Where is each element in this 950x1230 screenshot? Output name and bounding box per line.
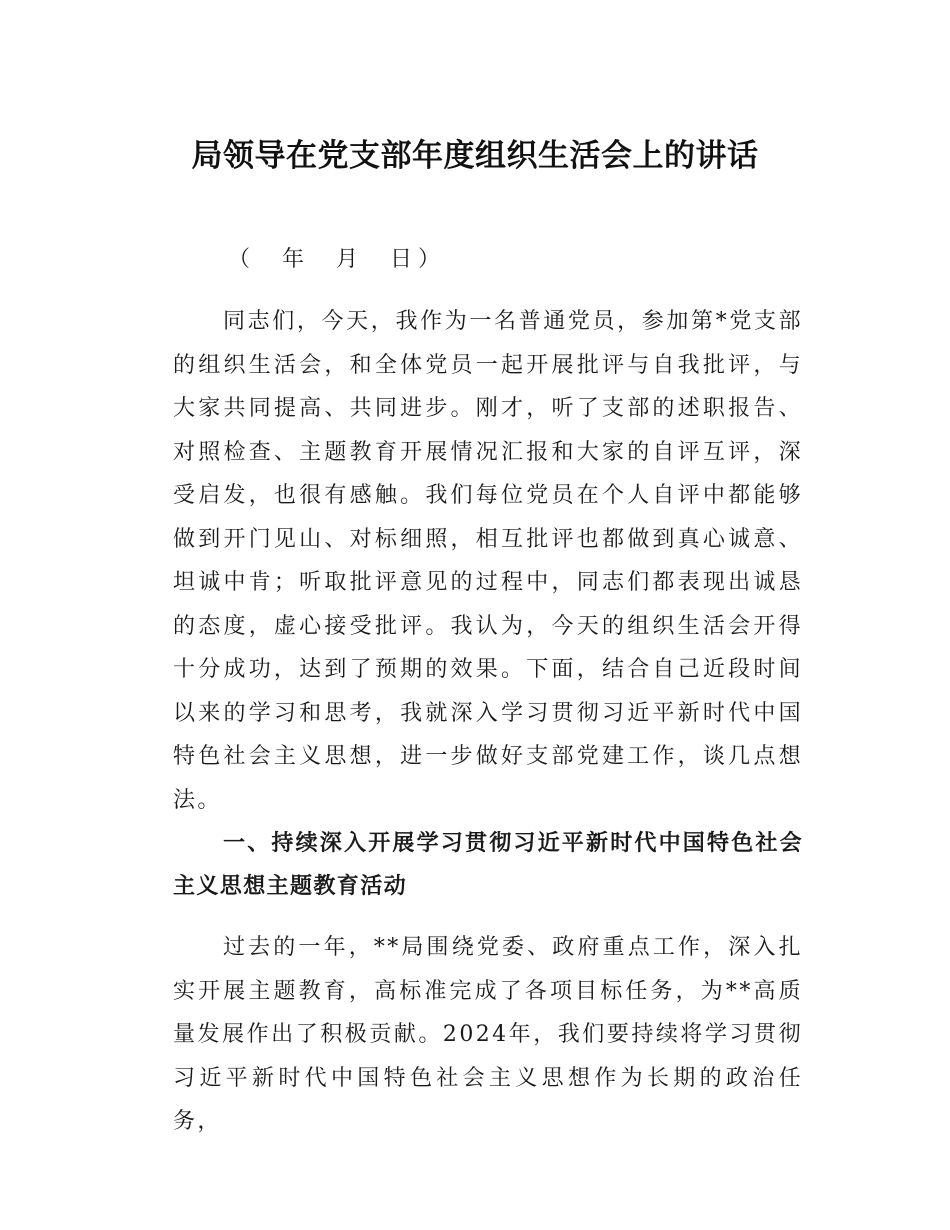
date-line: （ 年 月 日） bbox=[228, 247, 446, 272]
paragraph-intro: 同志们，今天，我作为一名普通党员，参加第*党支部的组织生活会，和全体党员一起开展批评与自我批评，与大家共同提高、共同进步。刚才，听了支部的述职报告、对照检查、主题教育开展情况汇报和大家的自评互评，深受启发，也很有感触。我们每位党员在个人自评中都能够做到开门见山、对标细照，相互批评也都做到真心诚意、坦诚中肯；听取批评意见的过程中，同志们都表现出诚恳的态度，虚心接受批评。我认为，今天的组织生活会开得十分成功，达到了预期的效果。下面，结合自己近段时间以来的学习和思考，我就深入学习贯彻习近平新时代中国特色社会主义思想，进一步做好支部党建工作，谈几点想法。 bbox=[173, 309, 803, 813]
section-heading-1: 一、持续深入开展学习贯彻习近平新时代中国特色社会主义思想主题教育活动 bbox=[173, 831, 803, 899]
paragraph-section-1: 过去的一年，**局围绕党委、政府重点工作，深入扎实开展主题教育，高标准完成了各项目标任务，为**高质量发展作出了积极贡献。2024年，我们要持续将学习贯彻习近平新时代中国特色社会主义思想作为长期的政治任务， bbox=[173, 935, 803, 1134]
document-title: 局领导在党支部年度组织生活会上的讲话 bbox=[191, 137, 759, 174]
